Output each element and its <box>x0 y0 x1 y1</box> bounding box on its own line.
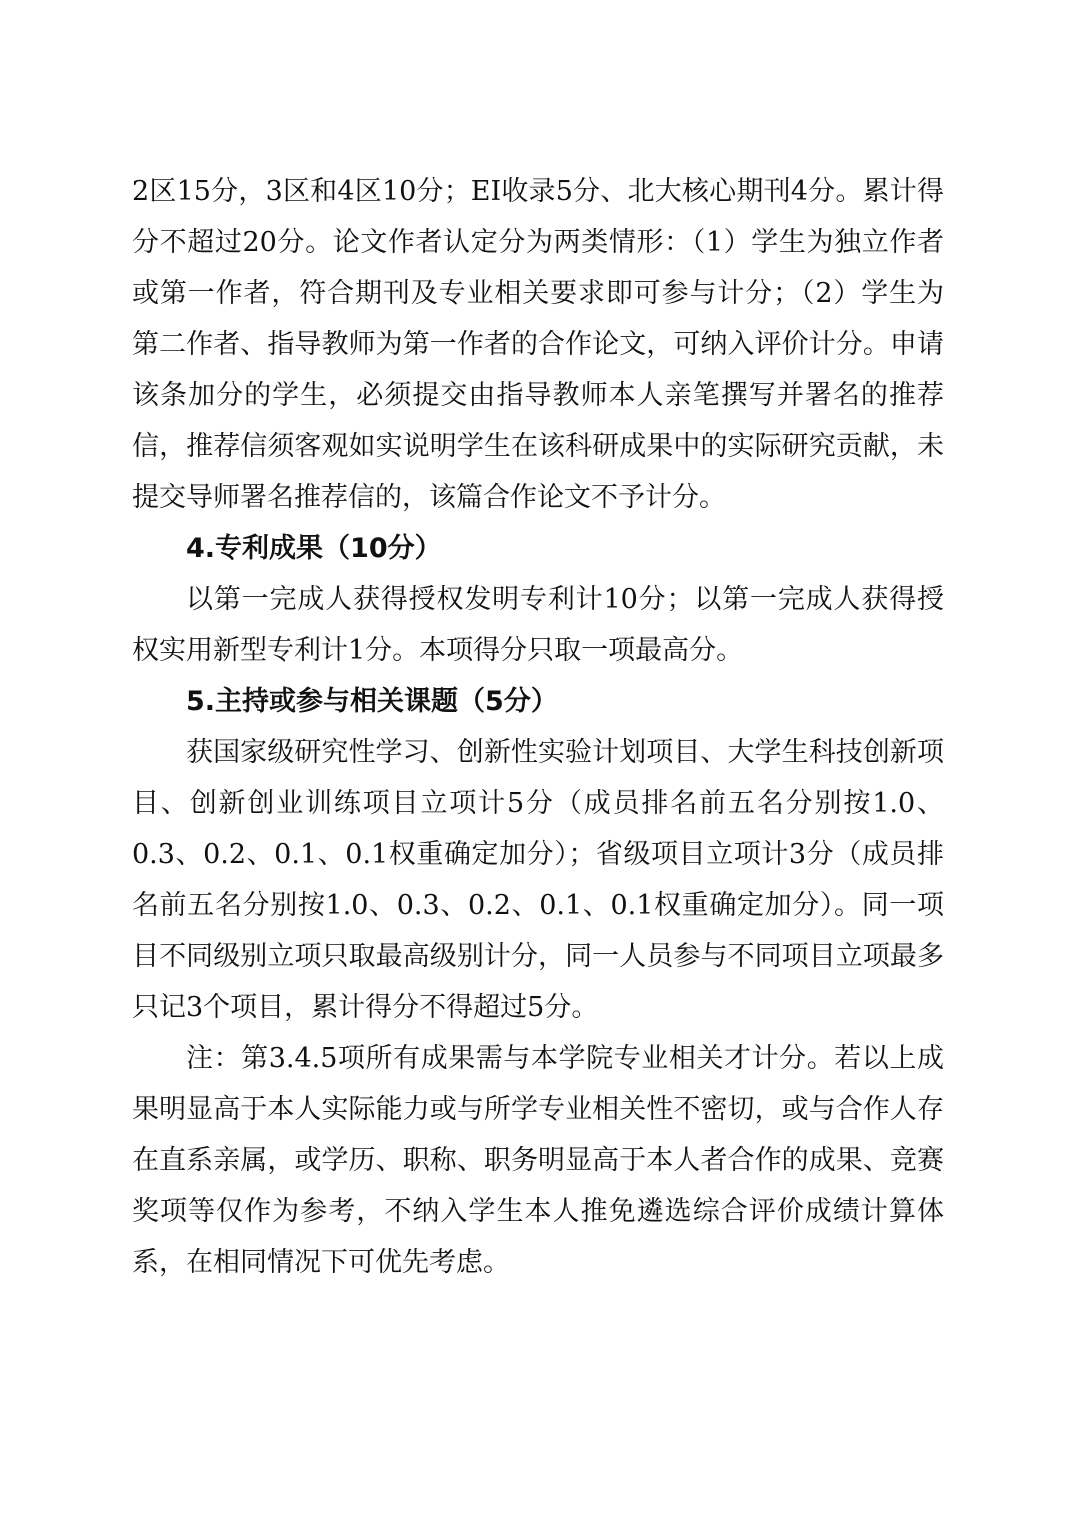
project-heading: 5.主持或参与相关课题（5分） <box>186 686 558 717</box>
note-paragraph: 注：第3.4.5项所有成果需与本学院专业相关才计分。若以上成果明显高于本人实际能力或与所学专业相关性不密切，或与合作人存在直系亲属，或学历、职称、职务明显高于本人者合作的成果、竞赛奖项等仅作为参考，不纳入学生本人推免遴选综合评价成绩计算体系，在相同情况下可优先考虑。 <box>132 1043 944 1278</box>
paper-scoring-paragraph: 2区15分，3区和4区10分；EI收录5分、北大核心期刊4分。累计得分不超过20分。论文作者认定分为两类情形：（1）学生为独立作者或第一作者，符合期刊及专业相关要求即可参与计分；（2）学生为第二作者、指导教师为第一作者的合作论文，可纳入评价计分。申请该条加分的学生，必须提交由指导教师本人亲笔撰写并署名的推荐信，推荐信须客观如实说明学生在该科研成果中的实际研究贡献，未提交导师署名推荐信的，该篇合作论文不予计分。 <box>132 176 944 513</box>
patent-heading: 4.专利成果（10分） <box>186 533 442 564</box>
document-body <box>132 166 944 1288</box>
project-paragraph: 获国家级研究性学习、创新性实验计划项目、大学生科技创新项目、创新创业训练项目立项计5分（成员排名前五名分别按1.0、0.3、0.2、0.1、0.1权重确定加分）；省级项目立项计3分（成员排名前五名分别按1.0、0.3、0.2、0.1、0.1权重确定加分）。同一项目不同级别立项只取最高级别计分，同一人员参与不同项目立项最多只记3个项目，累计得分不得超过5分。 <box>132 737 944 1023</box>
patent-paragraph: 以第一完成人获得授权发明专利计10分；以第一完成人获得授权实用新型专利计1分。本项得分只取一项最高分。 <box>132 584 944 666</box>
